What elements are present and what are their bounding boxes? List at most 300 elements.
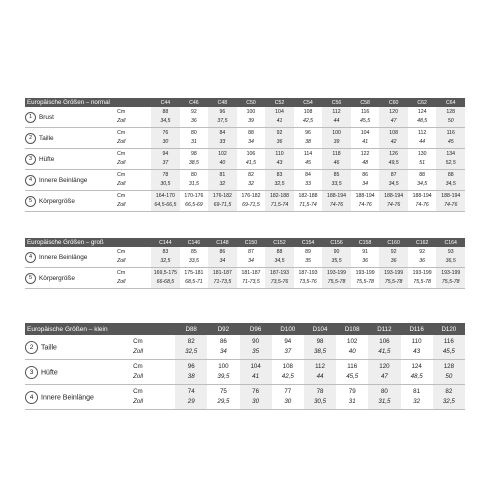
value-cm: 80: [191, 130, 197, 136]
value-cell: [180, 149, 209, 170]
row-label: [25, 107, 117, 128]
value-cell: [240, 385, 272, 410]
value-cm: 106: [379, 338, 390, 345]
value-zoll: 45,5: [360, 118, 371, 124]
value-cell: [379, 268, 408, 289]
value-zoll: 32,5: [185, 348, 198, 355]
unit-zoll: Zoll: [117, 202, 126, 208]
unit-cm: Cm: [133, 338, 143, 345]
value-cm: 193-199: [355, 270, 375, 276]
value-zoll: 74-76: [358, 202, 372, 208]
measure-number-badge: 1: [25, 112, 36, 123]
measure-number-badge: 2: [25, 133, 36, 144]
value-zoll: 48,5: [417, 118, 428, 124]
size-header: C64: [436, 98, 465, 107]
value-zoll: 31: [191, 139, 197, 145]
value-cell: [433, 385, 465, 410]
value-cm: 182-188: [298, 193, 318, 199]
value-zoll: 33,5: [331, 181, 342, 187]
value-zoll: 69-71,5: [213, 202, 232, 208]
value-cm: 100: [218, 363, 229, 370]
size-header: C44: [151, 98, 180, 107]
value-cell: [175, 385, 207, 410]
unit-labels: [117, 170, 139, 191]
value-cell: [208, 247, 237, 268]
table-row: [25, 247, 465, 268]
value-cm: 88: [447, 172, 454, 178]
value-cell: [207, 360, 239, 385]
value-cell: [401, 385, 433, 410]
value-cm: 83: [276, 172, 283, 178]
value-cell: [180, 268, 209, 289]
value-cell: [351, 191, 380, 212]
value-cm: 106: [246, 151, 256, 157]
table-title: Europäische Größen – normal: [25, 98, 151, 107]
value-zoll: 48,5: [410, 373, 423, 380]
value-cm: 94: [162, 151, 169, 157]
measure-label: Hüfte: [41, 368, 58, 376]
size-header: C62: [408, 98, 437, 107]
value-cm: 130: [417, 151, 427, 157]
size-header: C48: [208, 98, 237, 107]
unit-cm: Cm: [117, 270, 126, 276]
table-row: [25, 191, 465, 212]
value-zoll: 34: [248, 139, 254, 145]
value-cm: 87: [390, 172, 397, 178]
value-cm: 182-188: [269, 193, 290, 199]
value-cm: 187-193: [269, 270, 290, 276]
size-header: C160: [379, 238, 408, 247]
value-cm: 110: [411, 338, 422, 345]
value-zoll: 45: [305, 160, 311, 166]
value-cell: [294, 170, 323, 191]
size-header: C144: [151, 238, 180, 247]
value-cm: 116: [347, 363, 358, 370]
row-label: [25, 128, 117, 149]
value-cell: [265, 149, 294, 170]
value-cell: [408, 191, 437, 212]
unit-cm: Cm: [117, 249, 126, 255]
value-cell: [237, 191, 266, 212]
value-cm: 193-199: [384, 270, 404, 276]
value-zoll: 75,5-78: [413, 279, 431, 285]
value-cell: [379, 247, 408, 268]
value-cell: [436, 149, 465, 170]
value-cm: 74: [187, 388, 195, 395]
value-zoll: 30: [162, 139, 169, 145]
value-cell: [322, 268, 351, 289]
table-row: [25, 335, 465, 360]
value-cm: 81: [413, 388, 421, 395]
measure-number-badge: 4: [25, 175, 36, 186]
value-cell: [294, 268, 323, 289]
size-header: C154: [294, 238, 323, 247]
unit-labels: [117, 268, 139, 289]
value-cm: 82: [248, 172, 254, 178]
value-zoll: 41: [362, 139, 368, 145]
value-cell: [351, 268, 380, 289]
value-cm: 84: [305, 172, 311, 178]
size-header: C152: [265, 238, 294, 247]
value-zoll: 71,5-74: [299, 202, 317, 208]
unit-cm: Cm: [117, 130, 126, 136]
value-cm: 90: [252, 338, 260, 345]
value-zoll: 35: [252, 348, 260, 355]
size-header: C146: [180, 238, 209, 247]
value-zoll: 34,5: [160, 118, 171, 124]
measure-label: Brust: [39, 113, 54, 121]
value-zoll: 69-71,5: [242, 202, 260, 208]
value-cm: 176-182: [212, 193, 232, 199]
value-zoll: 71-73,5: [213, 279, 232, 285]
value-cell: [433, 360, 465, 385]
value-zoll: 30,5: [313, 398, 327, 405]
value-cell: [368, 385, 400, 410]
value-zoll: 32: [219, 181, 226, 187]
value-cell: [379, 128, 408, 149]
value-cell: [304, 385, 336, 410]
value-cell: [294, 247, 323, 268]
value-zoll: 74-76: [444, 202, 458, 208]
value-zoll: 33,5: [188, 258, 199, 264]
spacer-cell: [139, 170, 151, 191]
size-header: C58: [351, 98, 380, 107]
value-zoll: 36: [390, 258, 397, 264]
value-zoll: 37: [284, 348, 292, 355]
value-cm: 188-194: [412, 193, 432, 199]
value-cell: [180, 170, 209, 191]
value-zoll: 30: [284, 398, 292, 405]
value-cell: [265, 107, 294, 128]
value-cell: [237, 128, 266, 149]
value-cm: 188-194: [441, 193, 461, 199]
value-cell: [351, 247, 380, 268]
value-zoll: 35,5: [331, 258, 342, 264]
value-zoll: 41,5: [245, 160, 257, 166]
value-zoll: 36: [419, 258, 426, 264]
value-cell: [175, 335, 207, 360]
table-row: [25, 360, 465, 385]
value-zoll: 42: [390, 139, 397, 145]
value-cell: [151, 170, 180, 191]
value-zoll: 74-76: [415, 202, 429, 208]
unit-labels: [133, 385, 155, 410]
value-cm: 193-199: [441, 270, 461, 276]
value-zoll: 37: [162, 160, 169, 166]
value-cell: [240, 335, 272, 360]
value-cell: [208, 149, 237, 170]
value-cm: 88: [276, 249, 283, 255]
value-zoll: 46: [333, 160, 340, 166]
value-cm: 176-182: [241, 193, 261, 199]
value-cell: [265, 191, 294, 212]
value-cell: [272, 335, 304, 360]
value-zoll: 38: [187, 373, 195, 380]
table-row: [25, 128, 465, 149]
value-cm: 104: [360, 130, 370, 136]
value-cm: 120: [389, 109, 398, 115]
value-cell: [272, 360, 304, 385]
value-cm: 91: [362, 249, 368, 255]
unit-cm: Cm: [117, 109, 126, 115]
value-cell: [265, 247, 294, 268]
measure-number-badge: 5: [25, 273, 36, 284]
value-cell: [436, 191, 465, 212]
spacer-cell: [139, 247, 151, 268]
value-cm: 118: [332, 151, 341, 157]
value-zoll: 43: [413, 348, 421, 355]
value-zoll: 45,5: [346, 373, 359, 380]
size-header: C150: [237, 238, 266, 247]
table-row: [25, 268, 465, 289]
value-zoll: 32,5: [442, 398, 455, 405]
unit-labels: [117, 247, 139, 268]
value-cm: 193-199: [412, 270, 432, 276]
value-zoll: 71,5-74: [270, 202, 289, 208]
value-zoll: 47: [390, 118, 397, 124]
value-zoll: 75,5-78: [356, 279, 374, 285]
value-cell: [408, 149, 437, 170]
unit-zoll: Zoll: [117, 118, 126, 124]
measure-number-badge: 3: [25, 154, 36, 165]
value-zoll: 75,5-78: [327, 279, 346, 285]
size-header: C60: [379, 98, 408, 107]
unit-zoll: Zoll: [117, 181, 126, 187]
value-cell: [322, 149, 351, 170]
unit-labels: [117, 107, 139, 128]
measure-number-badge: 5: [25, 196, 36, 207]
value-cm: 124: [411, 363, 422, 370]
unit-zoll: Zoll: [133, 398, 144, 405]
measure-label: Innere Beinlänge: [39, 176, 88, 184]
size-header: C54: [294, 98, 323, 107]
value-zoll: 42,5: [281, 373, 294, 380]
size-header: C50: [237, 98, 266, 107]
value-cm: 93: [447, 249, 454, 255]
value-cell: [151, 191, 180, 212]
value-cell: [322, 247, 351, 268]
value-cm: 181-187: [212, 270, 232, 276]
value-cm: 79: [348, 388, 356, 395]
value-cell: [208, 107, 237, 128]
value-zoll: 34,5: [388, 181, 399, 187]
value-cell: [304, 360, 336, 385]
value-cell: [180, 128, 209, 149]
table-row: [25, 149, 465, 170]
size-header: C164: [436, 238, 465, 247]
value-cell: [433, 335, 465, 360]
measure-label: Innere Beinlänge: [41, 393, 94, 401]
measure-label: Innere Beinlänge: [39, 253, 88, 261]
value-zoll: 41,5: [378, 348, 391, 355]
value-cm: 80: [191, 172, 197, 178]
value-cell: [336, 335, 368, 360]
value-zoll: 42,5: [302, 118, 314, 124]
value-cm: 108: [282, 363, 293, 370]
value-cm: 86: [362, 172, 368, 178]
value-cell: [207, 335, 239, 360]
value-cm: 76: [252, 388, 260, 395]
table-title: Europäische Größen – groß: [25, 238, 151, 247]
value-cm: 86: [219, 338, 227, 345]
value-cm: 164-170: [155, 193, 175, 199]
value-zoll: 48: [362, 160, 368, 166]
measure-number-badge: 3: [25, 366, 38, 379]
value-cm: 78: [162, 172, 169, 178]
value-cell: [175, 360, 207, 385]
size-header: D112: [368, 323, 400, 335]
value-cell: [180, 107, 209, 128]
value-zoll: 32: [248, 181, 254, 187]
value-zoll: 38: [305, 139, 311, 145]
value-zoll: 34,5: [445, 181, 456, 187]
row-label: [25, 335, 133, 360]
value-cm: 128: [443, 363, 455, 370]
value-cm: 75: [219, 388, 227, 395]
size-header: C148: [208, 238, 237, 247]
value-cell: [401, 360, 433, 385]
value-cm: 84: [219, 130, 226, 136]
size-table-klein: [25, 323, 465, 410]
value-cm: 116: [443, 338, 454, 345]
value-cell: [322, 170, 351, 191]
value-cm: 85: [333, 172, 340, 178]
value-zoll: 33: [305, 181, 311, 187]
value-cell: [408, 247, 437, 268]
value-cm: 120: [379, 363, 390, 370]
row-label: [25, 385, 133, 410]
value-cm: 92: [419, 249, 426, 255]
value-cm: 90: [333, 249, 340, 255]
value-zoll: 49,5: [388, 160, 399, 166]
value-cm: 102: [218, 151, 227, 157]
value-cm: 85: [191, 249, 197, 255]
value-cm: 110: [275, 151, 284, 157]
spacer-cell: [155, 385, 175, 410]
value-cell: [208, 128, 237, 149]
value-cm: 188-194: [327, 193, 347, 199]
value-cell: [379, 170, 408, 191]
value-zoll: 73,5-76: [299, 279, 317, 285]
value-cell: [351, 170, 380, 191]
value-cm: 83: [162, 249, 169, 255]
size-header: D88: [175, 323, 207, 335]
measure-label: Körpergröße: [39, 197, 75, 205]
value-zoll: 66-68,5: [156, 279, 175, 285]
spacer-cell: [139, 128, 151, 149]
value-cm: 112: [418, 130, 427, 136]
value-cell: [237, 170, 266, 191]
value-cm: 169,5-175: [153, 270, 178, 276]
size-header: D120: [433, 323, 465, 335]
value-cm: 102: [347, 338, 358, 345]
value-zoll: 34,5: [274, 258, 285, 264]
unit-cm: Cm: [117, 172, 126, 178]
value-zoll: 75,5-78: [384, 279, 403, 285]
value-cm: 81: [219, 172, 226, 178]
value-cell: [180, 247, 209, 268]
unit-labels: [117, 191, 139, 212]
value-cm: 116: [360, 109, 370, 115]
value-zoll: 45: [447, 139, 454, 145]
value-cell: [240, 360, 272, 385]
value-cell: [336, 360, 368, 385]
value-zoll: 36: [362, 258, 368, 264]
value-cell: [408, 268, 437, 289]
value-zoll: 34,5: [417, 181, 428, 187]
value-cell: [351, 107, 380, 128]
size-table-gross: [25, 238, 465, 289]
row-label: [25, 170, 117, 191]
value-zoll: 32: [413, 398, 421, 405]
value-zoll: 36,5: [445, 258, 456, 264]
row-label: [25, 247, 117, 268]
value-cm: 187-193: [298, 270, 318, 276]
value-zoll: 36: [191, 118, 197, 124]
value-zoll: 33: [219, 139, 226, 145]
value-zoll: 36: [276, 139, 283, 145]
unit-zoll: Zoll: [117, 258, 126, 264]
size-header: C156: [322, 238, 351, 247]
value-zoll: 71-73,5: [242, 279, 260, 285]
value-cell: [151, 149, 180, 170]
value-zoll: 51: [419, 160, 426, 166]
value-cm: 112: [332, 109, 341, 115]
value-cm: 175-181: [184, 270, 204, 276]
value-cell: [336, 385, 368, 410]
value-cell: [408, 170, 437, 191]
value-cm: 134: [446, 151, 456, 157]
value-zoll: 74-76: [386, 202, 401, 208]
value-zoll: 31,5: [378, 398, 391, 405]
value-cm: 92: [390, 249, 397, 255]
value-cm: 104: [275, 109, 284, 115]
value-zoll: 39: [333, 139, 340, 145]
value-cell: [237, 268, 266, 289]
value-cell: [401, 335, 433, 360]
value-cm: 82: [187, 338, 195, 345]
measure-number-badge: 4: [25, 391, 38, 404]
value-cell: [322, 191, 351, 212]
unit-labels: [133, 360, 155, 385]
value-zoll: 64,5-66,5: [154, 202, 177, 208]
value-cell: [351, 149, 380, 170]
value-zoll: 35: [305, 258, 311, 264]
value-zoll: 50: [445, 373, 453, 380]
unit-cm: Cm: [117, 193, 126, 199]
value-cell: [322, 107, 351, 128]
value-zoll: 40: [348, 348, 356, 355]
value-cm: 181-187: [241, 270, 261, 276]
value-cm: 108: [389, 130, 398, 136]
value-zoll: 31: [348, 398, 356, 405]
value-cm: 108: [303, 109, 313, 115]
value-cm: 94: [284, 338, 292, 345]
value-cell: [304, 335, 336, 360]
value-zoll: 50: [447, 118, 454, 124]
measure-number-badge: 4: [25, 252, 36, 263]
value-cell: [208, 191, 237, 212]
value-cell: [379, 191, 408, 212]
unit-zoll: Zoll: [133, 348, 144, 355]
value-cm: 100: [246, 109, 256, 115]
value-cm: 98: [191, 151, 197, 157]
measure-label: Körpergröße: [39, 274, 75, 282]
value-cm: 88: [248, 130, 254, 136]
value-cell: [237, 107, 266, 128]
value-zoll: 34: [248, 258, 254, 264]
value-zoll: 40: [219, 160, 226, 166]
